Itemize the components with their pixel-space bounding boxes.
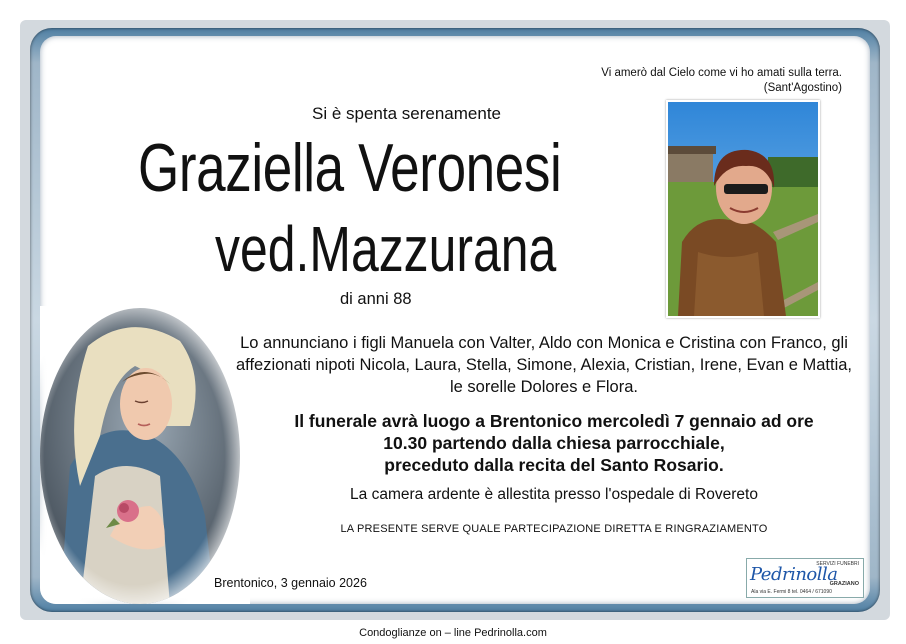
- madonna-image: [40, 306, 250, 604]
- logo-brand: Pedrinolla: [750, 564, 838, 585]
- quote: [601, 66, 842, 96]
- chapel-info: La camera ardente è allestita presso l'ospedale di Rovereto: [350, 486, 758, 503]
- funeral-line-2: 10.30 partendo dalla chiesa parrocchiale,: [383, 433, 725, 453]
- footer-link[interactable]: Condoglianze on – line Pedrinolla.com: [359, 627, 547, 639]
- funeral-line-3: preceduto dalla recita del Santo Rosario.: [384, 455, 724, 475]
- obituary-card: [40, 36, 870, 604]
- quote-text: Vi amerò dal Cielo come vi ho amati sulla terra.: [601, 67, 842, 79]
- funeral-home-logo: [746, 558, 864, 598]
- logo-tagline: SERVIZI FUNEBRI: [816, 561, 859, 567]
- place-date: Brentonico, 3 gennaio 2026: [214, 576, 367, 590]
- age-text: di anni 88: [340, 290, 412, 308]
- logo-address: Ala via E. Fermi 8 tel. 0464 / 671090: [751, 589, 832, 595]
- funeral-info: [250, 410, 858, 476]
- intro-text: Si è spenta serenamente: [312, 104, 502, 123]
- funeral-line-1: Il funerale avrà luogo a Brentonico mercoledì 7 gennaio ad ore: [294, 411, 814, 431]
- married-name: ved.Mazzurana: [215, 213, 557, 285]
- participation-notice: LA PRESENTE SERVE QUALE PARTECIPAZIONE DIRETTA E RINGRAZIAMENTO: [340, 523, 768, 535]
- deceased-photo: [666, 100, 820, 318]
- deceased-name: Graziella Veronesi: [138, 130, 562, 206]
- announcement-text: Lo annunciano i figli Manuela con Valter, Aldo con Monica e Cristina con Franco, gli affezionati nipoti Nicola, Laura, Stella, Simone, Alexia, Cristian, Irene, Evan e Mattia, le sorelle Dolores e Flora.: [235, 334, 853, 396]
- logo-subtitle: GRAZIANO: [829, 581, 859, 587]
- quote-source: (Sant'Agostino): [763, 82, 842, 94]
